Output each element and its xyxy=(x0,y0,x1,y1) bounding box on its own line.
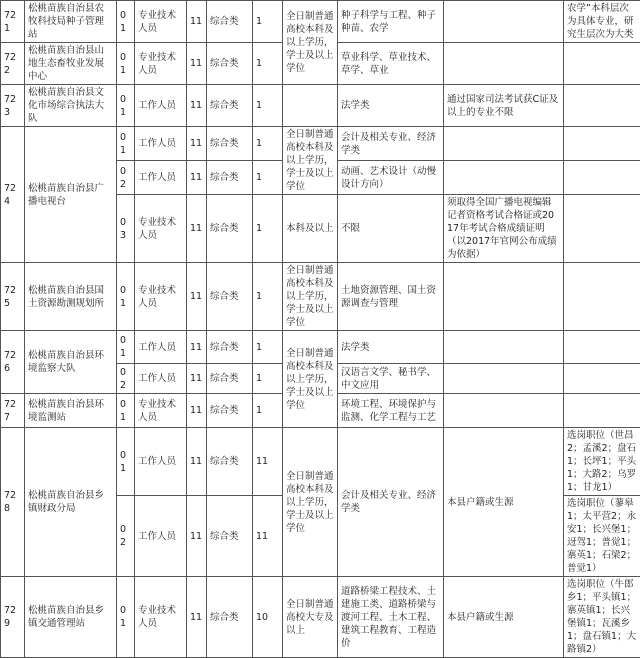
post-category: 综合类 xyxy=(207,1,253,43)
table-row xyxy=(1,428,640,496)
education: 全日制普通高校本科及以上学历，学士及以上学位 xyxy=(283,263,338,331)
row-id: 722 xyxy=(1,43,25,85)
note: 选岗职位（蓼皋1；太平营2；永安1；长兴堡1；迓驾1；普觉1；寨英1；石梁2；普觉1） xyxy=(564,496,640,577)
condition xyxy=(444,394,564,428)
post-count: 1 xyxy=(253,85,283,127)
post-code: 01 xyxy=(117,331,135,364)
major: 法学类 xyxy=(338,331,444,364)
unit-name: 松桃苗族自治县乡镇财政分局 xyxy=(25,428,117,577)
post-count: 10 xyxy=(253,577,283,658)
post-count: 11 xyxy=(253,496,283,577)
post-category: 综合类 xyxy=(207,428,253,496)
post-type: 专业技术人员 xyxy=(135,1,187,43)
post-category: 综合类 xyxy=(207,263,253,331)
post-count: 1 xyxy=(253,1,283,43)
major: 汉语言文学、秘书学、中文应用 xyxy=(338,364,444,394)
table-row xyxy=(1,577,640,658)
note xyxy=(564,331,640,364)
post-num: 11 xyxy=(187,195,207,263)
post-code: 01 xyxy=(117,127,135,161)
note xyxy=(564,364,640,394)
post-category: 综合类 xyxy=(207,43,253,85)
condition xyxy=(444,364,564,394)
unit-name: 松桃苗族自治县农牧科技局种子管理站 xyxy=(25,1,117,43)
note: 选岗职位（牛郎乡1；平头镇1；寨英镇1；长兴堡镇1；瓦溪乡1；盘石镇1；大路镇2） xyxy=(564,577,640,658)
post-num: 11 xyxy=(187,364,207,394)
education: 全日制普通高校本科及以上学历，学士及以上学位 xyxy=(283,1,338,85)
post-type: 专业技术人员 xyxy=(135,263,187,331)
post-code: 01 xyxy=(117,577,135,658)
post-code: 03 xyxy=(117,195,135,263)
note xyxy=(564,127,640,161)
note xyxy=(564,161,640,195)
unit-name: 松桃苗族自治县文化市场综合执法大队 xyxy=(25,85,117,127)
post-type: 工作人员 xyxy=(135,331,187,364)
major: 会计及相关专业、经济学类 xyxy=(338,428,444,577)
table-row xyxy=(1,1,640,43)
post-type: 工作人员 xyxy=(135,428,187,496)
table-row xyxy=(1,127,640,161)
post-code: 02 xyxy=(117,161,135,195)
post-num: 11 xyxy=(187,43,207,85)
post-count: 1 xyxy=(253,127,283,161)
post-num: 11 xyxy=(187,428,207,496)
post-category: 综合类 xyxy=(207,331,253,364)
post-type: 工作人员 xyxy=(135,85,187,127)
post-type: 专业技术人员 xyxy=(135,43,187,85)
post-count: 1 xyxy=(253,364,283,394)
note: 农学”本科层次为具体专业，研究生层次为大类 xyxy=(564,1,640,43)
note xyxy=(564,263,640,331)
education: 全日制普通高校本科及以上学历，学士及以上学位 xyxy=(283,428,338,577)
education: 全日制普通高校本科及以上学历，学士及以上学位 xyxy=(283,127,338,195)
post-category: 综合类 xyxy=(207,577,253,658)
post-num: 11 xyxy=(187,127,207,161)
note: 选岗职位（世昌2；孟溪2；盘石1；长坪1；平头1；大路2；乌罗1；甘龙1） xyxy=(564,428,640,496)
post-num: 11 xyxy=(187,263,207,331)
post-count: 1 xyxy=(253,331,283,364)
post-num: 11 xyxy=(187,331,207,364)
post-code: 01 xyxy=(117,43,135,85)
education-empty xyxy=(283,85,338,127)
row-id: 725 xyxy=(1,263,25,331)
major: 土地资源管理、国土资源调查与管理 xyxy=(338,263,444,331)
post-category: 综合类 xyxy=(207,496,253,577)
post-type: 工作人员 xyxy=(135,364,187,394)
major: 会计及相关专业、经济学类 xyxy=(338,127,444,161)
post-code: 01 xyxy=(117,263,135,331)
education: 全日制普通高校大专及以上 xyxy=(283,577,338,658)
unit-name: 松桃苗族自治县国土资源勘测规划所 xyxy=(25,263,117,331)
education: 全日制普通高校本科及以上学历，学士及以上学位 xyxy=(283,331,338,428)
condition xyxy=(444,161,564,195)
condition xyxy=(444,263,564,331)
post-count: 11 xyxy=(253,428,283,496)
table-row xyxy=(1,263,640,331)
condition xyxy=(444,1,564,43)
post-category: 综合类 xyxy=(207,364,253,394)
note xyxy=(564,394,640,428)
post-count: 1 xyxy=(253,263,283,331)
post-code: 02 xyxy=(117,364,135,394)
post-type: 工作人员 xyxy=(135,496,187,577)
post-type: 工作人员 xyxy=(135,127,187,161)
unit-name: 松桃苗族自治县环境监察大队 xyxy=(25,331,117,394)
major: 不限 xyxy=(338,195,444,263)
post-num: 11 xyxy=(187,1,207,43)
post-type: 专业技术人员 xyxy=(135,394,187,428)
post-category: 综合类 xyxy=(207,394,253,428)
post-code: 01 xyxy=(117,1,135,43)
condition xyxy=(444,127,564,161)
condition: 须取得全国广播电视编辑记者资格考试合格证或2017年考试合格成绩证明（以2017年官网公布成绩为依据） xyxy=(444,195,564,263)
row-id: 723 xyxy=(1,85,25,127)
row-id: 727 xyxy=(1,394,25,428)
row-id: 721 xyxy=(1,1,25,43)
unit-name: 松桃苗族自治县乡镇交通管理站 xyxy=(25,577,117,658)
post-count: 1 xyxy=(253,195,283,263)
post-num: 11 xyxy=(187,394,207,428)
post-num: 11 xyxy=(187,577,207,658)
major: 道路桥梁工程技术、土建施工类、道路桥梁与渡河工程、土木工程、建筑工程教育、工程造价 xyxy=(338,577,444,658)
condition: 本县户籍或生源 xyxy=(444,577,564,658)
unit-name: 松桃苗族自治县环境监测站 xyxy=(25,394,117,428)
row-id: 726 xyxy=(1,331,25,394)
row-id: 724 xyxy=(1,127,25,263)
post-code: 02 xyxy=(117,496,135,577)
post-type: 专业技术人员 xyxy=(135,577,187,658)
post-category: 综合类 xyxy=(207,127,253,161)
condition xyxy=(444,331,564,364)
post-code: 01 xyxy=(117,394,135,428)
major: 环境工程、环境保护与监测、化学工程与工艺 xyxy=(338,394,444,428)
note xyxy=(564,43,640,85)
post-num: 11 xyxy=(187,161,207,195)
note xyxy=(564,85,640,127)
major: 动画、艺术设计（动慢设计方向） xyxy=(338,161,444,195)
row-id: 728 xyxy=(1,428,25,577)
unit-name: 松桃苗族自治县山地生态畜牧业发展中心 xyxy=(25,43,117,85)
post-category: 综合类 xyxy=(207,85,253,127)
condition xyxy=(444,43,564,85)
major: 草业科学、草业技术、草学、草业 xyxy=(338,43,444,85)
post-type: 工作人员 xyxy=(135,161,187,195)
post-count: 1 xyxy=(253,161,283,195)
post-count: 1 xyxy=(253,394,283,428)
unit-name: 松桃苗族自治县广播电视台 xyxy=(25,127,117,263)
post-num: 11 xyxy=(187,85,207,127)
major: 法学类 xyxy=(338,85,444,127)
row-id: 729 xyxy=(1,577,25,658)
education: 本科及以上 xyxy=(283,195,338,263)
post-code: 01 xyxy=(117,428,135,496)
post-count: 1 xyxy=(253,43,283,85)
post-num: 11 xyxy=(187,496,207,577)
note xyxy=(564,195,640,263)
post-type: 专业技术人员 xyxy=(135,195,187,263)
major: 种子科学与工程、种子种苗、农学 xyxy=(338,1,444,43)
table-row xyxy=(1,331,640,364)
post-category: 综合类 xyxy=(207,195,253,263)
post-code: 01 xyxy=(117,85,135,127)
table-row xyxy=(1,85,640,127)
condition: 本县户籍或生源 xyxy=(444,428,564,577)
post-category: 综合类 xyxy=(207,161,253,195)
condition: 通过国家司法考试获C证及以上的专业不限 xyxy=(444,85,564,127)
